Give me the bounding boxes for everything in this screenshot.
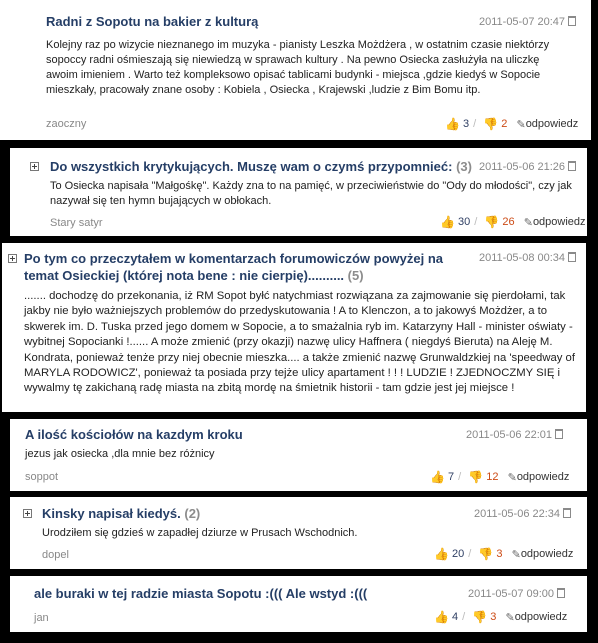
plus-box-icon[interactable] bbox=[8, 254, 17, 263]
thumbs-up-icon[interactable]: 👍 bbox=[434, 610, 449, 624]
reply-link[interactable]: odpowiedz bbox=[525, 118, 579, 130]
pencil-icon: ✎ bbox=[505, 611, 515, 624]
trash-icon[interactable] bbox=[555, 429, 563, 439]
pencil-icon: ✎ bbox=[507, 471, 517, 484]
comment-author: zaoczny bbox=[46, 118, 87, 130]
thumbs-down-icon[interactable]: 👎 bbox=[472, 610, 488, 624]
comment-title[interactable]: Radni z Sopotu na bakier z kulturą bbox=[46, 14, 259, 29]
comment-card bbox=[10, 576, 587, 632]
comment-card bbox=[0, 0, 591, 140]
comment-date: 2011-05-08 00:34 bbox=[479, 252, 576, 264]
comment-body: To Osiecka napisała "Małgośkę". Każdy zna to na pamięć, w przeciwieństwie do "Ody do młodości", czy jak nazywał się ten hymn bujających w obłokach. bbox=[50, 180, 572, 207]
comment-card bbox=[10, 497, 587, 569]
comment-date: 2011-05-07 09:00 bbox=[468, 588, 565, 600]
thumbs-down-icon[interactable]: 👎 bbox=[468, 470, 484, 484]
reply-count: (5) bbox=[347, 268, 364, 283]
pencil-icon: ✎ bbox=[511, 548, 521, 561]
comment-actions: 👍 3 / 👎 2 ✎odpowiedz bbox=[445, 117, 579, 131]
likes-count: 20 bbox=[452, 548, 465, 560]
trash-icon[interactable] bbox=[563, 508, 571, 518]
plus-box-icon[interactable] bbox=[23, 509, 32, 518]
comment-actions: 👍 20 / 👎 3 ✎odpowiedz bbox=[434, 547, 574, 561]
thumbs-down-icon[interactable]: 👎 bbox=[484, 215, 500, 229]
reply-link[interactable]: odpowiedz bbox=[520, 548, 574, 560]
comment-title[interactable]: Kinsky napisał kiedyś. (2) bbox=[42, 506, 201, 521]
comment-title[interactable]: Po tym co przeczytałem w komentarzach forumowiczów powyżej na temat Osieckiej (której nota bene : nie cierpię).......... (5) bbox=[24, 251, 443, 283]
comment-date: 2011-05-06 22:01 bbox=[466, 429, 563, 441]
comment-title[interactable]: ale buraki w tej radzie miasta Sopotu :((( Ale wstyd :((( bbox=[34, 586, 368, 601]
comment-card bbox=[2, 243, 586, 412]
reply-link[interactable]: odpowiedz bbox=[532, 216, 586, 228]
comment-actions: 👍 4 / 👎 3 ✎odpowiedz bbox=[434, 610, 568, 624]
likes-count: 3 bbox=[463, 118, 470, 130]
plus-box-icon[interactable] bbox=[30, 162, 39, 171]
reply-link[interactable]: odpowiedz bbox=[514, 611, 568, 623]
comment-body: jezus jak osiecka ,dla mnie bez różnicy bbox=[25, 448, 215, 460]
comment-card bbox=[10, 419, 587, 491]
dislikes-count: 2 bbox=[501, 118, 508, 130]
likes-count: 7 bbox=[448, 471, 455, 483]
comment-date: 2011-05-06 22:34 bbox=[474, 508, 571, 520]
pencil-icon: ✎ bbox=[523, 216, 533, 229]
thumbs-up-icon[interactable]: 👍 bbox=[430, 470, 445, 484]
dislikes-count: 12 bbox=[486, 471, 499, 483]
likes-count: 30 bbox=[458, 216, 471, 228]
comment-actions: 👍 7 / 👎 12 ✎odpowiedz bbox=[430, 470, 570, 484]
comment-author: jan bbox=[34, 612, 49, 624]
comment-body: Kolejny raz po wizycie nieznanego im muzyka - pianisty Leszka Możdżera , w ostatnim czasie niektórzy sopoccy radni ośmieszają się niewiedzą w sprawach kultury . Na pewno Osiecka zasłużyła na uliczkę awoim imieniem . Warto też kompleksowo opisać tablicami budynki - miejsca ,gdzie kiedyś w Sopocie mieszkały, pracowały znane osoby : Kobiela , Osiecka , Krajewski ,ludzie z Bim Bomu itp. bbox=[46, 39, 550, 96]
dislikes-count: 3 bbox=[490, 611, 497, 623]
thumbs-down-icon[interactable]: 👎 bbox=[483, 117, 499, 131]
reply-count: (2) bbox=[184, 506, 201, 521]
trash-icon[interactable] bbox=[568, 16, 576, 26]
comment-date: 2011-05-07 20:47 bbox=[479, 16, 576, 28]
dislikes-count: 26 bbox=[502, 216, 515, 228]
thumbs-up-icon[interactable]: 👍 bbox=[445, 117, 460, 131]
comment-date: 2011-05-06 21:26 bbox=[479, 161, 576, 173]
trash-icon[interactable] bbox=[557, 588, 565, 598]
trash-icon[interactable] bbox=[568, 161, 576, 171]
thumbs-up-icon[interactable]: 👍 bbox=[440, 215, 455, 229]
comment-actions: 👍 30 / 👎 26 ✎odpowiedz bbox=[440, 215, 586, 229]
dislikes-count: 3 bbox=[496, 548, 503, 560]
reply-count: (3) bbox=[456, 159, 472, 174]
likes-count: 4 bbox=[452, 611, 459, 623]
comment-body: Urodziłem się gdzieś w zapadłej dziurze w Prusach Wschodnich. bbox=[42, 527, 358, 539]
thumbs-down-icon[interactable]: 👎 bbox=[478, 547, 494, 561]
comment-title[interactable]: Do wszystkich krytykujących. Muszę wam o czymś przypomnieć: (3) bbox=[50, 159, 472, 174]
comment-card bbox=[10, 148, 587, 236]
pencil-icon: ✎ bbox=[516, 118, 526, 131]
comment-author: soppot bbox=[25, 471, 59, 483]
reply-link[interactable]: odpowiedz bbox=[516, 471, 570, 483]
comment-author: dopel bbox=[42, 549, 69, 561]
comment-body: ....... dochodzę do przekonania, iż RM Sopot byłć natychmiast rozwiązana za zajmowanie się pierdołami, tak jakby nie było ważniejszych problemów do przedyskutowania ! A to Klenczon, a to jakowyś Możdżer, a to skwerek im. D. Tuska przed jego domem w Sopocie, a to smażalnia ryb im. Katarzyny Hall - minister oświaty - wybitnej Sopocianki !...... A może zmienić (przy okazji) nazwę ulicy Haffnera ( niegdyś Bieruta) na Aleję M. Kondrata, ponieważ tenże przy niej obecnie mieszka.... a także zmienić nazwę Grunwaldzkiej na 'speedway of MARYLA RODOWICZ', ponieważ ta posiada przy tejże ulicy apartament ! ! ! LUDZIE ! ZJEDNOCZMY SIĘ i wywalmy tę zakichaną radę miasta na zbitą mordę na śmietnik historii - tam gdzie jest jej miejsce ! bbox=[24, 290, 575, 395]
comment-author: Stary satyr bbox=[50, 217, 103, 229]
comment-title[interactable]: A ilość kościołów na kazdym kroku bbox=[25, 427, 243, 442]
thumbs-up-icon[interactable]: 👍 bbox=[434, 547, 449, 561]
trash-icon[interactable] bbox=[568, 252, 576, 262]
